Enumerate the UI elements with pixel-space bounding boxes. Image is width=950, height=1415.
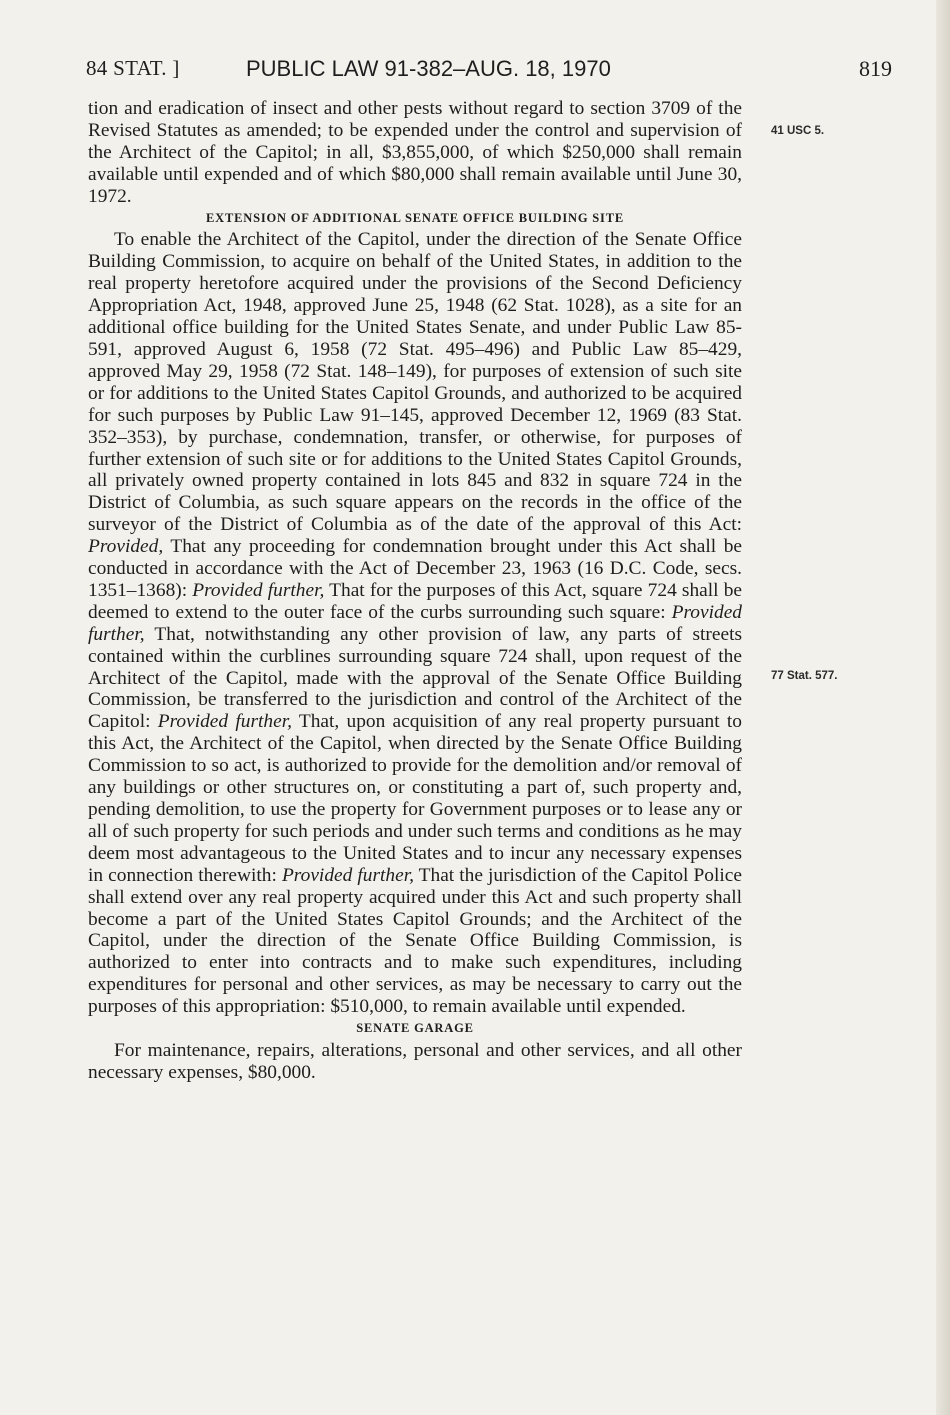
paragraph-senate-garage: For maintenance, repairs, alterations, personal and other services, and all other necessary expenses, $80,000. [88,1039,742,1083]
section-heading-extension: EXTENSION OF ADDITIONAL SENATE OFFICE BUILDING SITE [206,210,624,225]
proviso-label: Provided further, [88,601,742,645]
text-span: That for the purposes of this Act, square 724 shall be deemed to extend to the outer face of the curbs surrounding such square: [88,579,742,623]
proviso-label: Provided further, [281,864,414,886]
page-number: 819 [859,56,892,81]
paragraph-continuation: tion and eradication of insect and other pests without regard to section 3709 of the Revised Statutes as amended; to be expended under the control and supervision of the Architect of the Capitol; in all, $3,855,000, of which $250,000 shall remain available until expended and of which $80,000 shall remain available until June 30, 1972. [88,98,742,207]
margin-note-stat: 77 Stat. 577. [771,670,838,682]
proviso-label: Provided further, [157,711,292,733]
body-text [88,98,742,1084]
running-title: PUBLIC LAW 91-382–AUG. 18, 1970 [246,56,611,81]
proviso-label: Provided further, [192,579,325,601]
margin-note-usc: 41 USC 5. [771,125,825,137]
paragraph-senate-office-site [88,229,742,1018]
text-span: That any proceeding for condemnation brought under this Act shall be conducted in accordance with the Act of December 23, 1963 (16 D.C. Code, secs. 1351–1368): [88,536,742,601]
section-heading-garage: SENATE GARAGE [356,1021,474,1036]
proviso-label: Provided, [88,536,164,558]
text-span: That the jurisdiction of the Capitol Police shall extend over any real property acquired under this Act and such property shall become a part of the United States Capitol Grounds; and the Architect of the Capitol, under the direction of the Senate Office Building Commission, is authorized to enter into contracts and to make such expenditures, including expenditures for personal and other services, as may be necessary to carry out the purposes of this appropriation: $510,000, to remain available until expended. [88,864,742,1018]
text-span: To enable the Architect of the Capitol, under the direction of the Senate Office Building Commission, to acquire on behalf of the United States, in addition to the real property heretofore acquired under the provisions of the Second Deficiency Appropriation Act, 1948, approved June 25, 1948 (62 Stat. 1028), as a site for an additional office building for the United States Senate, and under Public Law 85-591, approved August 6, 1958 (72 Stat. 495–496) and Public Law 85–429, approved May 29, 1958 (72 Stat. 148–149), for purposes of extension of such site or for additions to the United States Capitol Grounds, and authorized to be acquired for such purposes by Public Law 91–145, approved December 12, 1969 (83 Stat. 352–353), by purchase, condemnation, transfer, or otherwise, for purposes of further extension of such site or for additions to the United States Capitol Grounds, all privately owned property contained in lots 845 and 832 in square 724 in the District of Columbia, as such square appears on the records in the office of the surveyor of the District of Columbia as of the date of the approval of this Act: [88,229,742,536]
page-edge [936,0,950,1415]
text-span: That, notwithstanding any other provision of law, any parts of streets contained within the curblines surrounding square 724 shall, upon request of the Architect of the Capitol, made with the approval of the Senate Office Building Commission, be transferred to the jurisdiction and control of the Architect of the Capitol: [88,623,743,733]
volume-reference: 84 STAT. ] [86,56,180,80]
page-header [86,56,892,86]
text-span: That, upon acquisition of any real property pursuant to this Act, the Architect of the Capitol, when directed by the Senate Office Building Commission to so act, is authorized to provide for the demolition and/or removal of any buildings or other structures on, or constituting a part of, such property and, pending demolition, to use the property for Government purposes or to lease any or all of such property for such periods and under such terms and conditions as he may deem most advantageous to the United States and to incur any necessary expenses in connection therewith: [88,711,742,886]
